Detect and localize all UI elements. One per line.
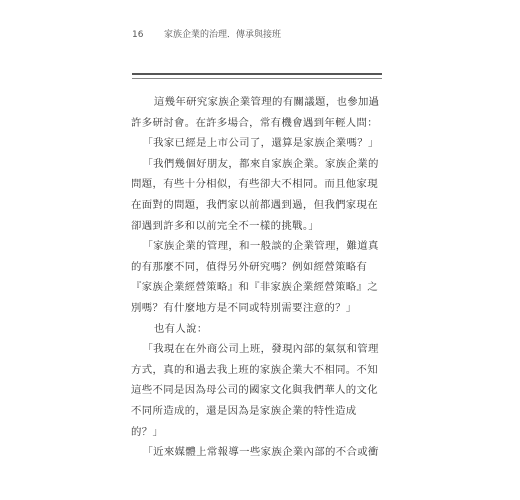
page-number: 16	[132, 30, 144, 40]
body-text	[131, 92, 383, 463]
header-divider-thick	[132, 73, 382, 75]
header-divider-thin	[132, 78, 382, 79]
quote-listed-company: 「我家已經是上市公司了，還算是家族企業嗎？」	[142, 137, 379, 150]
quote-foreign-company: 「我現在在外商公司上班，發現內部的氣氛和管理方式，真的和過去我上班的家族企業大不相同。不知這些不同是因為母公司的國家文化與我們華人的文化不同所造成的，還是因為是家族企業的特性造成的？」	[131, 343, 379, 438]
book-title: 家族企業的治理．傳承與接班	[164, 30, 282, 40]
paragraph-intro: 這幾年研究家族企業管理的有關議題，也參加過許多研討會。在許多場合，常有機會遇到年輕人問：	[131, 96, 380, 129]
paragraph-others-say: 也有人說：	[153, 322, 208, 335]
quote-media-reports: 「近來媒體上常報導一些家族企業內部的不合或衝	[142, 446, 379, 459]
quote-management-difference: 「家族企業的管理，和一般談的企業管理，難道真的有那麼不同，值得另外研究嗎？例如經營策略有『家族企業經營策略』和『非家族企業經營策略』之別嗎？有什麼地方是不同或特別需要注意的？」	[131, 240, 379, 314]
quote-friends-family-business: 「我們幾個好朋友，都來自家族企業。家族企業的問題，有些十分相似，有些卻大不相同。而且他家現在面對的問題，我們家以前都遇到過，但我們家現在卻遇到許多和以前完全不一樣的挑戰。」	[131, 157, 379, 232]
running-header	[132, 27, 281, 40]
